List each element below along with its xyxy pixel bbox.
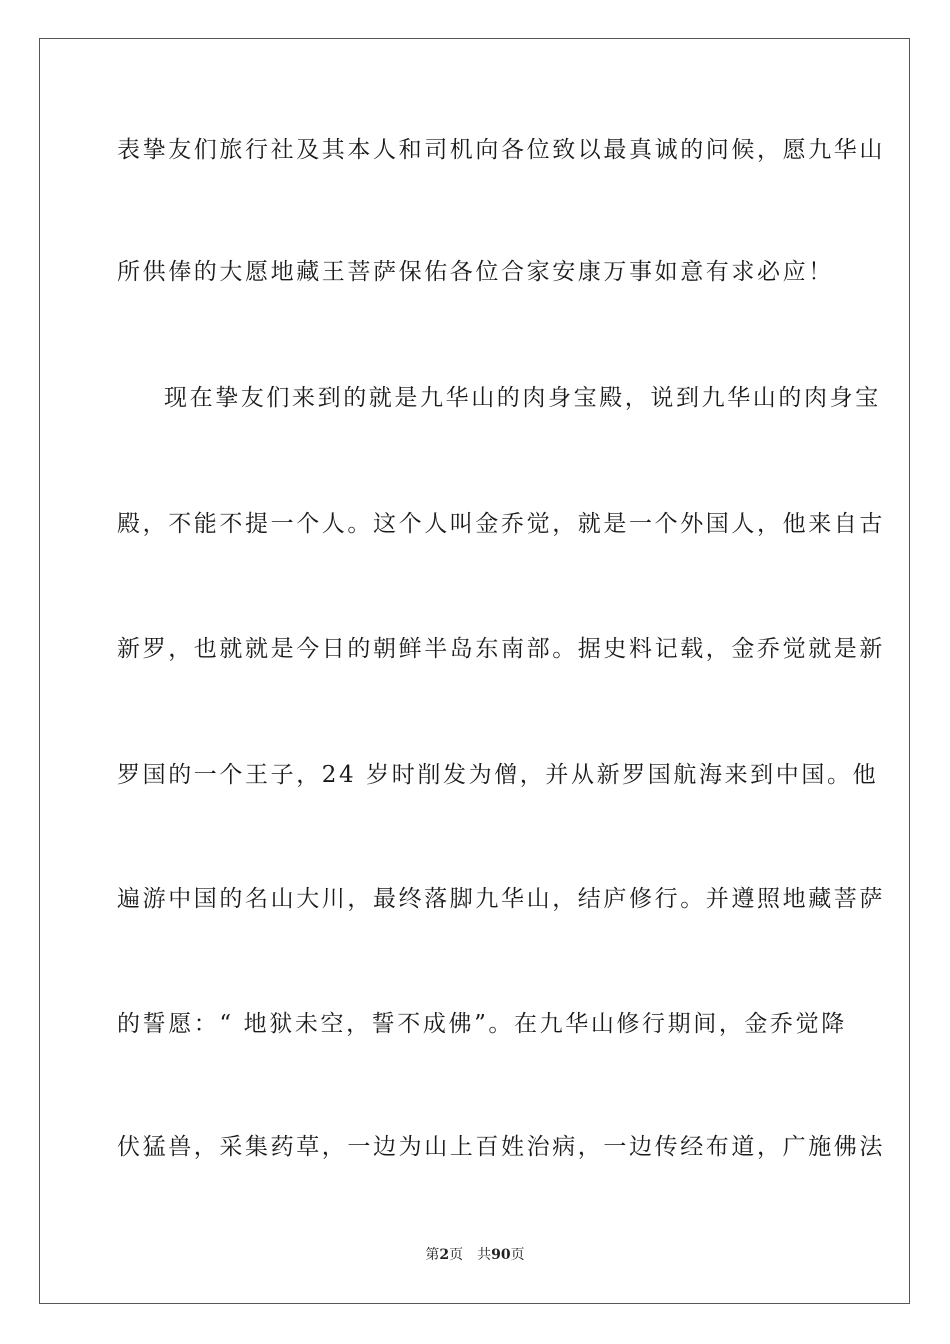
total-prefix: 共 bbox=[477, 1247, 492, 1263]
paragraph-first-line: 现在挚友们来到的就是九华山的肉身宝殿，说到九华山的肉身宝 bbox=[164, 385, 881, 411]
text-line: 罗国的一个王子，24 岁时削发为僧，并从新罗国航海来到中国。他 bbox=[117, 762, 879, 788]
text-line: 新罗，也就就是今日的朝鲜半岛东南部。据史料记载，金乔觉就是新 bbox=[117, 636, 885, 662]
page-prefix: 第 bbox=[425, 1247, 440, 1263]
text-line: 所供俸的大愿地藏王菩萨保佑各位合家安康万事如意有求必应！ bbox=[117, 259, 834, 285]
page-border bbox=[39, 38, 910, 1304]
page-total: 90 bbox=[491, 1247, 511, 1263]
text-line: 伏猛兽，采集药草，一边为山上百姓治病，一边传经布道，广施佛法 bbox=[117, 1134, 885, 1160]
total-unit: 页 bbox=[510, 1247, 525, 1263]
page-current: 2 bbox=[439, 1247, 450, 1263]
page-footer bbox=[0, 1246, 950, 1264]
text-line: 的誓愿：“ 地狱未空，誓不成佛”。在九华山修行期间，金乔觉降 bbox=[117, 1011, 847, 1037]
text-line: 表挚友们旅行社及其本人和司机向各位致以最真诚的问候，愿九华山 bbox=[117, 137, 885, 163]
page-unit: 页 bbox=[449, 1247, 464, 1263]
text-line: 遍游中国的名山大川，最终落脚九华山，结庐修行。并遵照地藏菩萨 bbox=[117, 886, 885, 912]
text-line: 殿，不能不提一个人。这个人叫金乔觉，就是一个外国人，他来自古 bbox=[117, 511, 885, 537]
